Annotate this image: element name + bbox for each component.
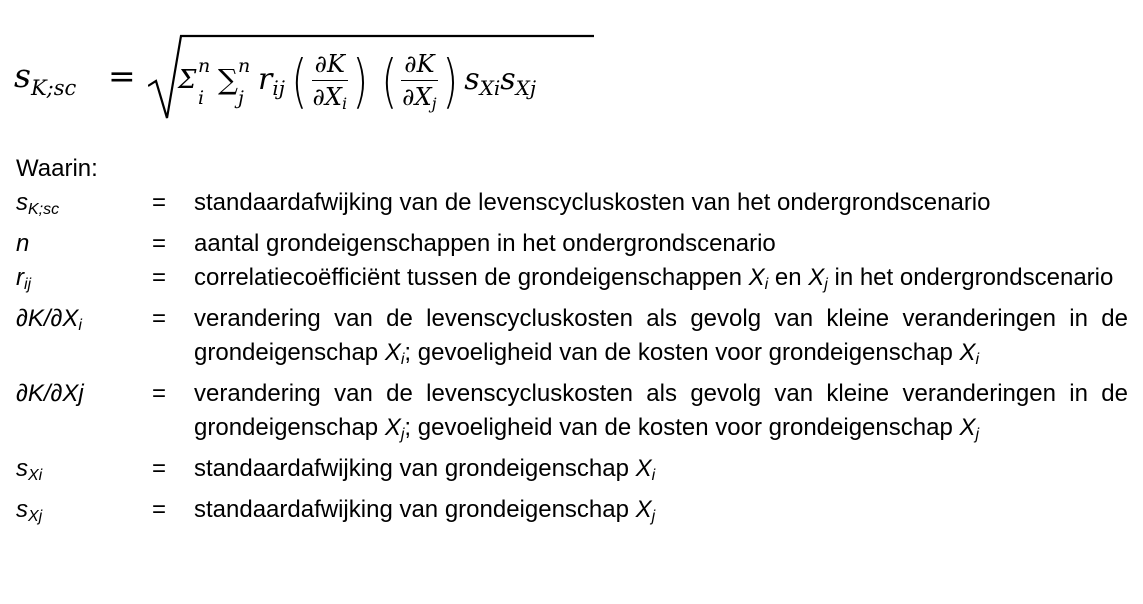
sum-i-upper: n <box>198 55 211 77</box>
definition-text-part: en <box>774 264 802 291</box>
correlation-term <box>258 62 285 100</box>
definition-equals: = <box>152 264 167 291</box>
definition-row <box>16 493 1128 534</box>
definition-row <box>16 227 1128 261</box>
symbol-base: s <box>16 189 28 216</box>
fraction-j-den-sub: j <box>431 93 437 113</box>
variable-subscript: j <box>400 426 405 443</box>
variable-subscript: j <box>975 426 980 443</box>
variable-subscript: i <box>764 276 769 293</box>
variable-subscript: j <box>824 276 828 293</box>
symbol-base: s <box>16 455 28 482</box>
symbol-base: ∂K/∂X <box>16 305 79 332</box>
r-symbol: r <box>258 62 273 97</box>
definitions-list <box>16 152 1128 534</box>
definition-equals: = <box>152 230 167 257</box>
fraction-i-den-base: ∂X <box>312 82 342 111</box>
s-xi-symbol: s <box>464 62 480 97</box>
definition-text-part: standaardafwijking van grondeigenschap <box>194 496 629 523</box>
definition-row <box>16 452 1128 493</box>
sum-j <box>218 51 254 111</box>
fraction-j-numerator: ∂K <box>401 50 437 81</box>
fraction-i-den-sub: i <box>341 93 348 113</box>
std-xj-term <box>500 62 536 100</box>
symbol-subscript: ij <box>24 276 32 293</box>
variable-subscript: i <box>651 467 656 484</box>
symbol-subscript: Xj <box>28 508 43 525</box>
sum-j-lower: j <box>238 87 244 109</box>
definition-equals: = <box>152 305 167 332</box>
definition-text-part: correlatiecoëfficiënt tussen de grondeigenschappen <box>194 264 742 291</box>
variable: X <box>635 496 652 523</box>
definition-text <box>194 377 1128 452</box>
fraction-i-numerator: ∂K <box>312 50 348 81</box>
formula-lhs <box>14 56 76 100</box>
definition-text: standaardafwijking van de levenscycluskosten van het ondergrondscenario <box>194 189 991 216</box>
definition-symbol <box>16 493 152 534</box>
lhs-symbol: s <box>14 56 31 95</box>
s-xi-subscript: Xi <box>479 76 501 100</box>
symbol-base: ∂K/∂Xj <box>16 380 84 407</box>
fraction-j <box>401 50 437 113</box>
variable: X <box>959 339 976 366</box>
sum-j-upper: n <box>238 55 251 77</box>
definition-text: aantal grondeigenschappen in het ondergrondscenario <box>194 230 776 257</box>
definition-symbol <box>16 302 152 377</box>
definition-text-part: ; gevoeligheid van de kosten voor grondeigenschap <box>404 339 953 366</box>
definition-equals: = <box>152 189 167 216</box>
symbol-subscript: Xi <box>28 467 43 484</box>
variable: X <box>959 414 976 441</box>
partial-derivative-j: ( $\frac{\partial K}{\partial X_j}$ ) <box>380 47 458 115</box>
sum-i <box>178 51 214 111</box>
definition-equals: = <box>152 380 167 407</box>
partial-derivative-i: ( $\frac{\partial K}{\partial X_i}$ ) <box>291 47 369 115</box>
definitions-intro: Waarin: <box>16 155 98 182</box>
symbol-subscript: K;sc <box>28 201 60 218</box>
definition-row <box>16 377 1128 452</box>
sum-i-symbol: Σ <box>178 65 197 95</box>
definition-text <box>194 452 1128 493</box>
r-subscript: ij <box>272 76 285 100</box>
symbol-subscript: i <box>78 317 82 334</box>
fraction-i <box>312 50 348 113</box>
symbol-base: r <box>16 264 24 291</box>
definition-equals: = <box>152 455 167 482</box>
definition-text <box>194 493 1128 534</box>
symbol-base: s <box>16 496 28 523</box>
variable: X <box>635 455 652 482</box>
variable: X <box>384 414 401 441</box>
variable-subscript: j <box>651 508 656 525</box>
variable: X <box>808 264 825 291</box>
s-xj-symbol: s <box>500 62 516 97</box>
formula-equals: = <box>108 56 136 95</box>
definition-row <box>16 186 1128 227</box>
std-xi-term <box>464 62 500 100</box>
definition-text <box>194 302 1128 377</box>
variable-subscript: i <box>975 351 980 368</box>
definition-text-part: standaardafwijking van grondeigenschap <box>194 455 629 482</box>
definition-row <box>16 302 1128 377</box>
variable: X <box>384 339 401 366</box>
fraction-j-den-base: ∂X <box>402 82 432 111</box>
definition-text-part: ; gevoeligheid van de kosten voor grondeigenschap <box>404 414 953 441</box>
definition-equals: = <box>152 496 167 523</box>
definition-symbol <box>16 227 152 261</box>
definition-symbol <box>16 261 152 302</box>
definition-row <box>16 261 1128 302</box>
lhs-subscript: K;sc <box>30 76 77 100</box>
variable-subscript: i <box>400 351 405 368</box>
sum-i-lower: i <box>198 87 205 109</box>
sum-j-symbol: ∑ <box>218 63 238 96</box>
definition-text-part: verandering van de levenscycluskosten als gevolg van kleine veranderingen in de grondeigenschap <box>194 305 1128 366</box>
s-xj-subscript: Xj <box>515 76 537 100</box>
fraction-i-denominator <box>312 81 347 113</box>
variable: X <box>748 264 765 291</box>
definition-text-part: in het ondergrondscenario <box>834 264 1114 291</box>
definition-text <box>194 261 1128 302</box>
formula <box>14 32 594 122</box>
definition-symbol <box>16 186 152 227</box>
definition-text-part: verandering van de levenscycluskosten als gevolg van kleine veranderingen in de grondeigenschap <box>194 380 1128 441</box>
fraction-j-denominator <box>402 81 436 113</box>
definition-symbol <box>16 377 152 452</box>
formula-radicand <box>178 42 536 120</box>
symbol-base: n <box>16 230 30 257</box>
definition-symbol <box>16 452 152 493</box>
